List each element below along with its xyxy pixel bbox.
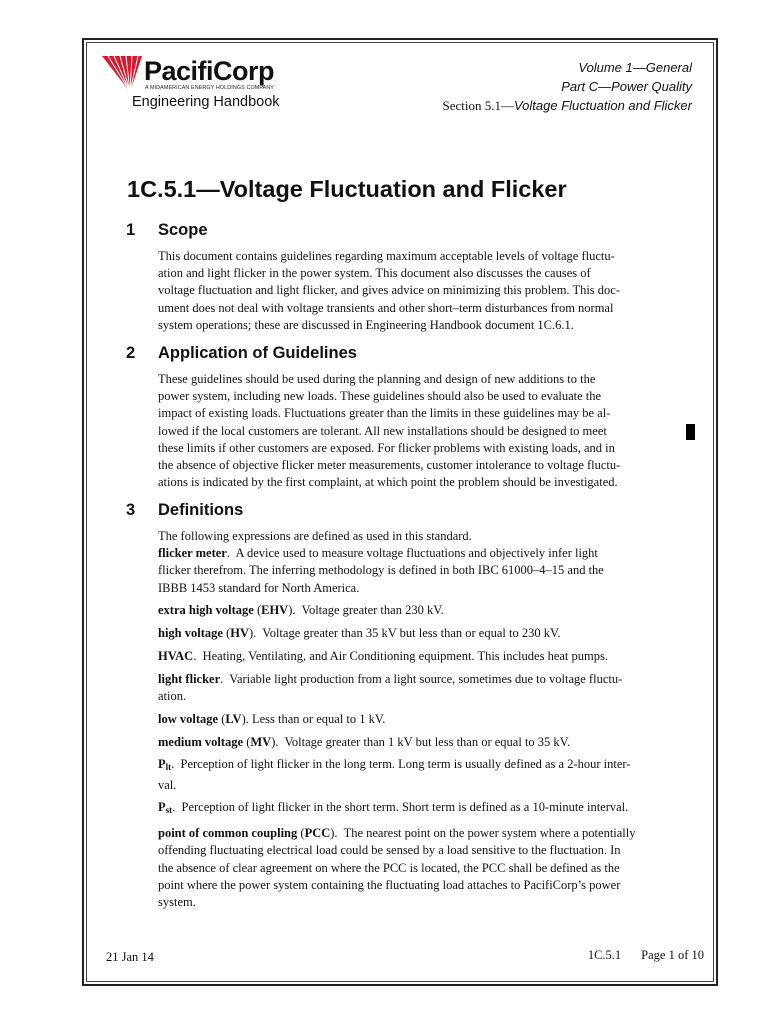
definition-ehv: extra high voltage (EHV). Voltage greater than 230 kV. [158,603,444,618]
definition-plt: $P_{lt}$. Perception of light flicker in the long term. Long term is usually defined as a 2-hour inter- val. [158,756,690,793]
header-part: Part C—Power Quality [561,79,692,94]
section-number: 1 [126,221,136,239]
definition-subscript: lt [165,762,172,773]
definition-term: medium voltage [158,734,244,749]
text-line: the absence of clear agreement on where the PCC is located, the PCC shall be defined as the [158,860,620,875]
definition-abbr: HV [230,626,249,641]
text-line: the absence of objective flicker meter measurements, customer intolerance to voltage fluctu- [158,458,621,473]
text-line: Less than or equal to 1 kV. [252,711,386,726]
definition-term: light flicker [158,671,221,686]
section-title: Application of Guidelines [158,344,357,362]
text-line: val. [158,777,177,792]
logo-tagline: A MIDAMERICAN ENERGY HOLDINGS COMPANY [145,85,275,91]
text-line: flicker therefrom. The inferring methodology is defined in both IBC 61000–4–15 and the [158,563,604,578]
definition-pst: $P_{st}$. Perception of light flicker in the short term. Short term is defined as a 10-minute interval. [158,800,629,816]
definitions-intro: The following expressions are defined as used in this standard. [158,529,472,543]
definition-term: P [158,757,166,772]
footer-page-info [588,948,704,963]
definition-lv: low voltage (LV). Less than or equal to 1 kV. [158,711,386,726]
definition-term: P [158,800,166,815]
footer-date: 21 Jan 14 [106,950,154,964]
definition-abbr: MV [250,734,272,749]
definition-term: extra high voltage [158,603,254,618]
text-line: Perception of light flicker in the short term. Short term is defined as a 10-minute interval. [181,800,629,815]
application-paragraph [158,371,690,491]
running-header [442,58,692,115]
section-heading-scope [126,221,208,240]
text-line: these limits if other customers are exposed. For flicker problems with existing loads, and in [158,440,615,455]
definition-term: flicker meter [158,546,227,561]
text-line: Voltage greater than 35 kV but less than or equal to 230 kV. [262,626,561,641]
header-section-title: Voltage Fluctuation and Flicker [513,98,692,113]
logo-wordmark: PacifiCorp [144,56,275,86]
change-bar-marker [686,424,695,440]
definition-abbr: EHV [261,603,289,618]
section-heading-definitions [126,501,243,520]
definition-abbr: PCC [304,826,331,841]
section-heading-application [126,344,357,363]
definition-term: HVAC [158,649,194,663]
section-number: 2 [126,344,136,362]
text-line: impact of existing loads. Fluctuations greater than the limits in these guidelines may be al- [158,406,611,421]
section-title: Scope [158,221,208,239]
footer-doc-id: 1C.5.1 [587,948,622,962]
definition-light-flicker: light flicker. Variable light production from a light source, sometimes due to voltage fluctu- ation. [158,671,690,705]
text-line: lowed if the local customers are tolerant. All new installations should be designed to meet [158,423,607,438]
text-line: Variable light production from a light source, sometimes due to voltage fluctu- [229,671,623,686]
text-line: voltage fluctuation and light flicker, and gives advice on minimizing this problem. This doc- [158,283,621,298]
text-line: system operations; these are discussed in Engineering Handbook document 1C.6.1. [158,317,574,332]
text-line: Voltage greater than 230 kV. [301,603,444,618]
header-volume: Volume 1—General [578,60,692,75]
document-title: 1C.5.1—Voltage Fluctuation and Flicker [127,176,567,202]
text-line: ation and light flicker in the power system. This document also discusses the causes of [158,266,591,281]
text-line: The nearest point on the power system where a potentially [343,826,636,841]
section-number: 3 [126,501,136,519]
definition-mv: medium voltage (MV). Voltage greater than 1 kV but less than or equal to 35 kV. [158,734,571,749]
scope-paragraph [158,248,690,334]
definition-hv: high voltage (HV). Voltage greater than 35 kV but less than or equal to 230 kV. [158,626,561,641]
text-line: offending fluctuating electrical load could be sensed by a load sensitive to the fluctuation. In [158,843,621,858]
text-line: Voltage greater than 1 kV but less than or equal to 35 kV. [284,734,571,749]
text-line: A device used to measure voltage fluctuations and objectively infer light [235,546,598,561]
header-section [442,96,692,115]
definition-pcc: point of common coupling (PCC). The nearest point on the power system where a potentially offending fluctuating electrical load could be sensed by a load sensitive to the fluctuation. In the absence of clear agreement on where the PCC is located, the PCC shall be defined as the point where the power system containing the fluctuating load attaches to PacifiCorp’s power system. [158,825,690,911]
definition-term: low voltage [158,711,219,726]
text-line: ations is indicated by the first complaint, at which point the problem should be investigated. [158,475,618,490]
text-line: IBBB 1453 standard for North America. [158,580,360,595]
definition-term: high voltage [158,626,223,641]
header-section-prefix: Section 5.1— [442,98,514,113]
text-line: point where the power system containing the fluctuating load attaches to PacifiCorp’s power [158,877,621,892]
logo-mark-icon [100,54,144,94]
definitions-list [158,528,690,917]
text-line: Perception of light flicker in the long term. Long term is usually defined as a 2-hour inter- [180,757,631,772]
definition-flicker-meter: flicker meter. A device used to measure voltage fluctuations and objectively infer light flicker therefrom. The inferring methodology is defined in both IBC 61000–4–15 and the IBBB 1453 standard for North America. [158,545,690,597]
text-line: ation. [158,689,187,703]
text-line: system. [158,895,196,909]
text-line: Heating, Ventilating, and Air Conditioning equipment. This includes heat pumps. [202,649,608,663]
handbook-label: Engineering Handbook [132,94,280,110]
definition-abbr: LV [225,711,242,726]
definition-subscript: st [165,805,173,816]
footer-page-number: Page 1 of 10 [641,948,704,962]
section-title: Definitions [158,501,244,519]
text-line: This document contains guidelines regarding maximum acceptable levels of voltage fluctu- [158,249,615,263]
text-line: power system, including new loads. These guidelines should also be used to evaluate the [158,389,602,404]
pacificorp-logo [100,54,300,98]
text-line: These guidelines should be used during the planning and design of new additions to the [158,372,596,386]
definition-hvac: HVAC. Heating, Ventilating, and Air Conditioning equipment. This includes heat pumps. [158,649,608,663]
definition-term: point of common coupling [158,826,298,841]
text-line: ument does not deal with voltage transients and other short–term disturbances from normal [158,300,614,315]
